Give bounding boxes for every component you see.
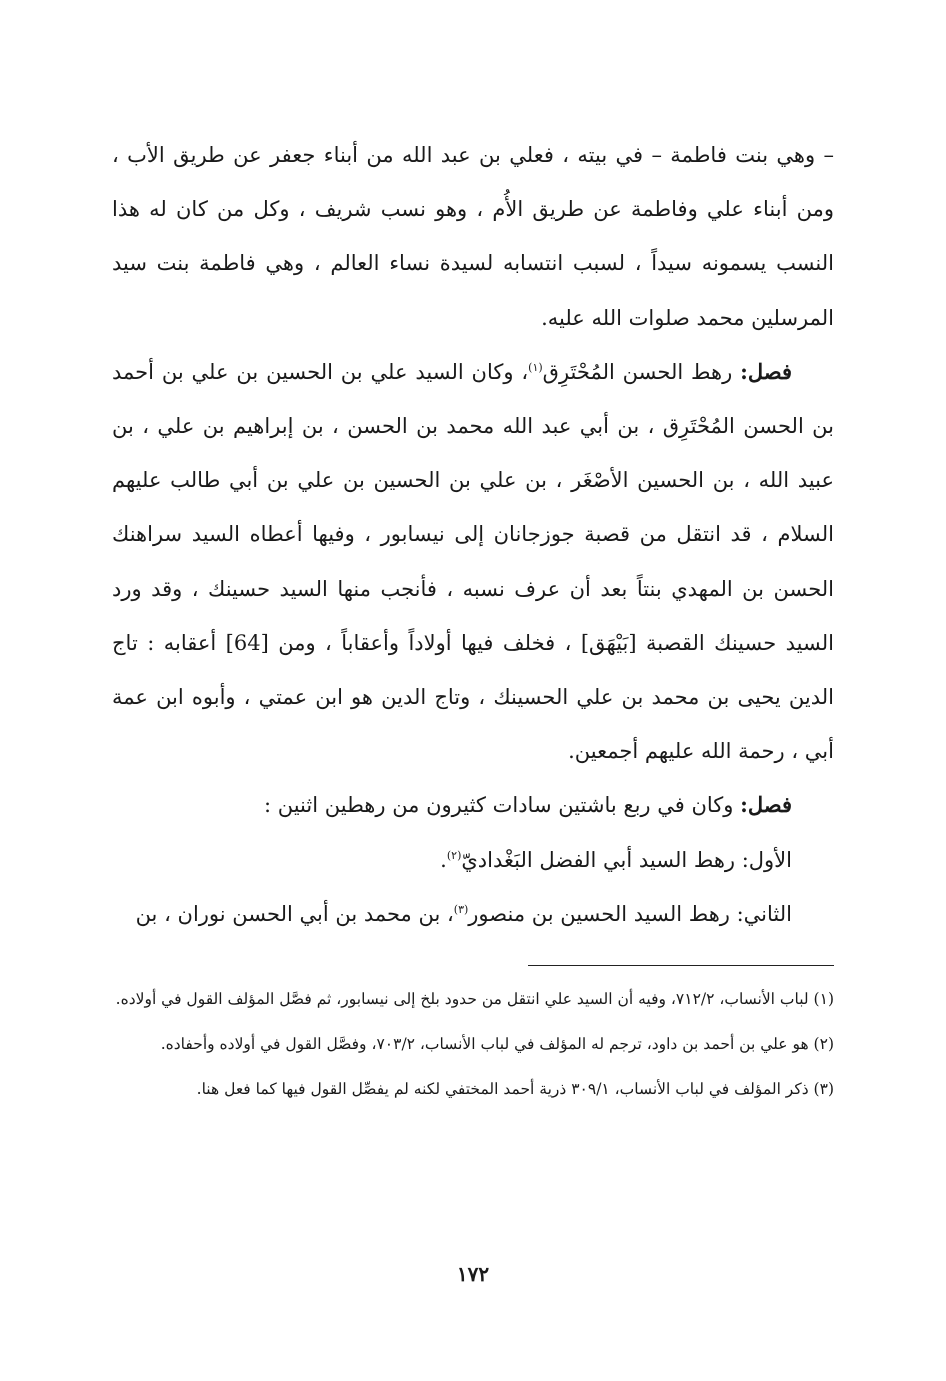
paragraph-1 bbox=[112, 128, 834, 345]
paragraph-2 bbox=[112, 345, 834, 779]
main-text bbox=[112, 128, 834, 941]
paragraph-5 bbox=[112, 887, 834, 941]
paragraph-3 bbox=[112, 778, 834, 832]
paragraph-5-text-b: ، بن محمد بن أبي الحسن نوران ، بن bbox=[135, 901, 454, 926]
paragraph-1-text: – وهي بنت فاطمة – في بيته ، فعلي بن عبد الله من أبناء جعفر عن طريق الأب ، ومن أبناء علي وفاطمة عن طريق الأُم ، وهو نسب شريف ، وكل من كان له هذا النسب يسمونه سيداً ، لسبب انتسابه لسيدة نساء العالم ، وهي فاطمة بنت سيد المرسلين محمد صلوات الله عليه. bbox=[112, 143, 834, 330]
page-number: ١٧٢ bbox=[456, 1262, 490, 1286]
paragraph-5-text-a: الثاني: رهط السيد الحسين بن منصور bbox=[468, 901, 792, 926]
paragraph-2-text-b: ، وكان السيد علي بن الحسين بن علي بن أحمد بن الحسن المُحْتَرِق ، بن أبي عبد الله محمد بن الحسن ، بن إبراهيم بن علي ، بن عبيد الله ، بن الحسين الأصْغَر ، بن علي بن الحسين بن علي بن أبي طالب عليهم السلام ، قد انتقل من قصبة جوزجانان إلى نيسابور ، وفيها أعطاه السيد سراهنك الحسن بن المهدي بنتاً بعد أن عرف نسبه ، فأنجب منها السيد حسينك ، وقد ورد السيد حسينك القصبة [بَيْهَق] ، فخلف فيها أولاداً وأعقاباً ، ومن [64] أعقابه : تاج الدين يحيى بن محمد بن علي الحسينك ، وتاج الدين هو ابن عمتي ، وأبوه ابن عمة أبي ، رحمة الله عليهم أجمعين. bbox=[112, 359, 834, 764]
footnote-ref-2[interactable]: (٢) bbox=[446, 848, 462, 862]
footnote-1: (١) لباب الأنساب، ٧١٢/٢، وفيه أن السيد علي انتقل من حدود بلخ إلى نيسابور، ثم فصَّل المؤلف القول في أولاده. bbox=[115, 990, 834, 1008]
footnote-3: (٣) ذكر المؤلف في لباب الأنساب، ٣٠٩/١ ذرية أحمد المختفي لكنه لم يفصِّل القول فيها كما فعل هنا. bbox=[196, 1080, 834, 1098]
footnote-2: (٢) هو علي بن أحمد بن داود، ترجم له المؤلف في لباب الأنساب، ٧٠٣/٢، وفصَّل القول في أولاده وأحفاده. bbox=[160, 1035, 834, 1053]
paragraph-3-text: وكان في ربع باشتين سادات كثيرون من رهطين اثنين : bbox=[263, 793, 741, 818]
footnote-ref-3[interactable]: (٣) bbox=[453, 902, 469, 916]
paragraph-2-text-a: رهط الحسن المُحْتَرِق bbox=[542, 359, 741, 384]
paragraph-4 bbox=[112, 833, 834, 887]
footnote-ref-1[interactable]: (١) bbox=[528, 360, 543, 374]
paragraph-4-text: الأول: رهط السيد أبي الفضل البَغْداديّ bbox=[461, 847, 792, 872]
paragraph-4-end: . bbox=[440, 847, 447, 872]
footnotes bbox=[112, 982, 834, 1117]
section-label: فصل: bbox=[740, 358, 792, 384]
footnote-divider bbox=[528, 965, 834, 966]
section-label: فصل: bbox=[740, 792, 792, 818]
